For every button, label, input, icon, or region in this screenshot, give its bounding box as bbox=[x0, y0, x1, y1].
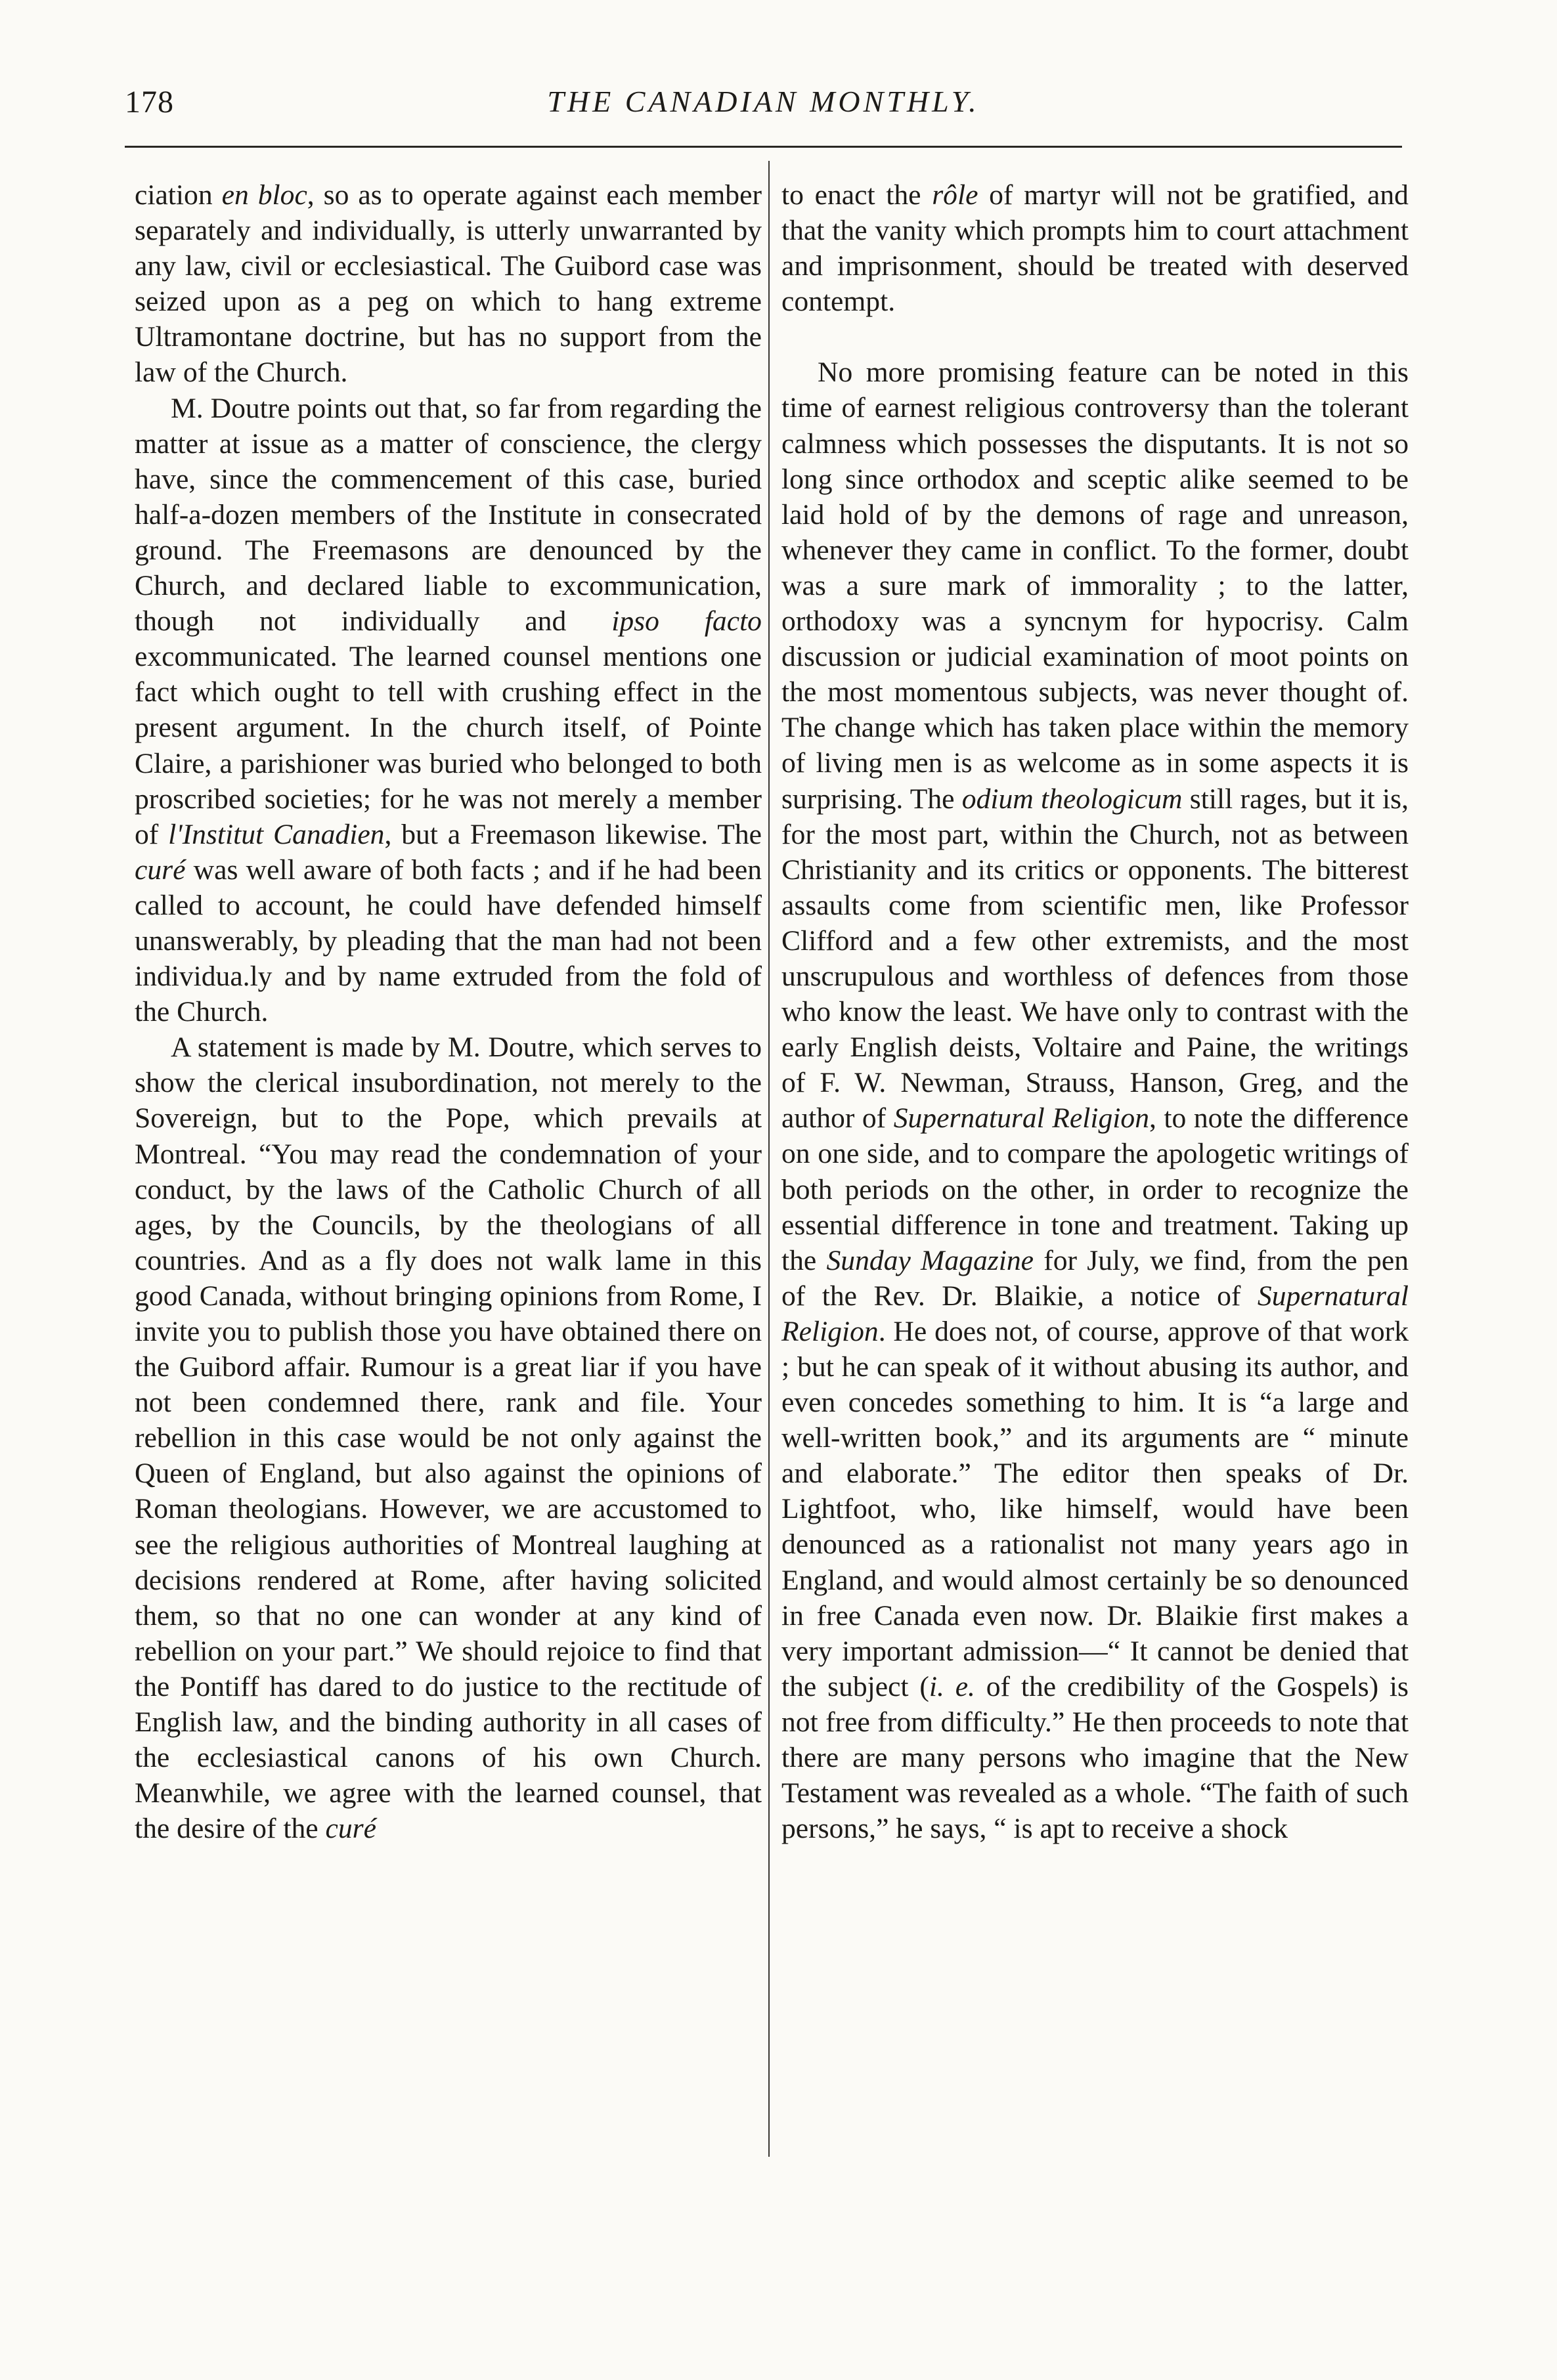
text-run: ciation bbox=[135, 179, 222, 211]
text-run: M. Doutre points out that, so far from regarding the matter at issue as a matter of conscience, the clergy have, since the commencement of this case, buried half-a-dozen members of the Institute in consecrated ground. The Freemasons are denounced by the Church, and declared liable to excommunication, though not individually and bbox=[135, 392, 762, 638]
text-run: , to note the difference on one side, and to compare the apologetic writings of both periods on the other, in order to recognize the essential difference in tone and treatment. Taking up the bbox=[781, 1102, 1409, 1276]
text-run: , so as to operate against each member separately and individually, is utterly unwarranted by any law, civil or ecclesiastical. The Guibord case was seized upon as a peg on which to hang extreme Ultramontane doctrine, but has no support from the law of the Church. bbox=[135, 179, 762, 389]
text-run: of the credibility of the Gospels) is not free from difficulty.” He then proceeds to note that there are many persons who imagine that the New Testament was revealed as a whole. “The faith of such persons,” he says, “ is apt to receive a shock bbox=[781, 1670, 1409, 1845]
text-run: of martyr will not be gratified, and that the vanity which prompts him to court attachment and imprisonment, should be treated with deserved contempt. bbox=[781, 179, 1409, 318]
left-paragraph-1 bbox=[135, 177, 762, 391]
text-run: to enact the bbox=[781, 179, 932, 211]
text-run: for July, we find, from the pen of the Rev. Dr. Blaikie, a notice of bbox=[781, 1244, 1409, 1312]
text-run: still rages, but it is, for the most part, within the Church, not as between Christianity and its critics or opponents. The bitterest assaults come from scientific men, like Professor Clifford and a few other extremists, and the most unscrupulous and worthless of defences from those who know the least. We have only to contrast with the early English deists, Voltaire and Paine, the writings of F. W. Newman, Strauss, Hanson, Greg, and the author of bbox=[781, 783, 1409, 1135]
text-run: . He does not, of course, approve of that work ; but he can speak of it without abusing its author, and even concedes something to him. It is “a large and well-written book,” and its arguments are “ minute and elaborate.” The editor then speaks of Dr. Lightfoot, who, like himself, would have been denounced as a rationalist not many years ago in England, and would almost certainly be so denounced in free Canada even now. Dr. Blaikie first makes a very important admission—“ It cannot be denied that the subject ( bbox=[781, 1315, 1409, 1702]
running-title: THE CANADIAN MONTHLY. bbox=[547, 85, 980, 118]
italic-text: i. e. bbox=[929, 1670, 975, 1702]
right-column bbox=[781, 177, 1409, 1846]
left-paragraph-3 bbox=[135, 1029, 762, 1846]
header-rule bbox=[125, 146, 1402, 148]
page-number: 178 bbox=[125, 85, 174, 119]
right-paragraph-1 bbox=[781, 177, 1409, 319]
right-paragraph-2 bbox=[781, 355, 1409, 1846]
italic-text: en bloc bbox=[221, 179, 307, 211]
italic-text: odium theologicum bbox=[961, 783, 1183, 815]
italic-text: curé bbox=[135, 854, 186, 886]
italic-text: ipso facto bbox=[611, 605, 762, 638]
italic-text: l'Institut Canadien bbox=[168, 818, 385, 850]
left-column bbox=[135, 177, 762, 1846]
italic-text: curé bbox=[325, 1813, 376, 1845]
left-paragraph-2 bbox=[135, 391, 762, 1030]
italic-text: rôle bbox=[932, 179, 978, 211]
column-divider bbox=[768, 161, 770, 2157]
text-run: was well aware of both facts ; and if he had been called to account, he could have defended himself unanswerably, by pleading that the man had not been individua.ly and by name extruded from the fold of the Church. bbox=[135, 854, 762, 1028]
italic-text: Supernatural Religion bbox=[781, 1280, 1409, 1347]
italic-text: Sunday Magazine bbox=[826, 1244, 1034, 1276]
text-run: , but a Freemason likewise. The bbox=[384, 818, 762, 850]
page-header bbox=[125, 84, 1402, 130]
text-run: excommunicated. The learned counsel mentions one fact which ought to tell with crushing effect in the present argument. In the church itself, of Pointe Claire, a parishioner was buried who belonged to both proscribed societies; for he was not merely a member of bbox=[135, 641, 762, 850]
text-run: No more promising feature can be noted in this time of earnest religious controversy than the tolerant calmness which possesses the disputants. It is not so long since orthodox and sceptic alike seemed to be laid hold of by the demons of rage and unreason, whenever they came in conflict. To the former, doubt was a sure mark of immorality ; to the latter, orthodoxy was a syncnym for hypocrisy. Calm discussion or judicial examination of moot points on the most momentous subjects, was never thought of. The change which has taken place within the memory of living men is as welcome as in some aspects it is surprising. The bbox=[781, 357, 1409, 815]
text-run: A statement is made by M. Doutre, which serves to show the clerical insubordination, not merely to the Sovereign, but to the Pope, which prevails at Montreal. “You may read the condemnation of your conduct, by the laws of the Catholic Church of all ages, by the Councils, by the theologians of all countries. And as a fly does not walk lame in this good Canada, without bringing opinions from Rome, I invite you to publish those you have obtained there on the Guibord affair. Rumour is a great liar if you have not been condemned there, rank and file. Your rebellion in this case would be not only against the Queen of England, but also against the opinions of Roman theologians. However, we are accustomed to see the religious authorities of Montreal laughing at decisions rendered at Rome, after having solicited them, so that no one can wonder at any kind of rebellion on your part.” We should rejoice to find that the Pontiff has dared to do justice to the rectitude of English law, and the binding authority in all cases of the ecclesiastical canons of his own Church. Meanwhile, we agree with the learned counsel, that the desire of the bbox=[135, 1031, 762, 1845]
italic-text: Supernatural Religion bbox=[893, 1102, 1149, 1135]
